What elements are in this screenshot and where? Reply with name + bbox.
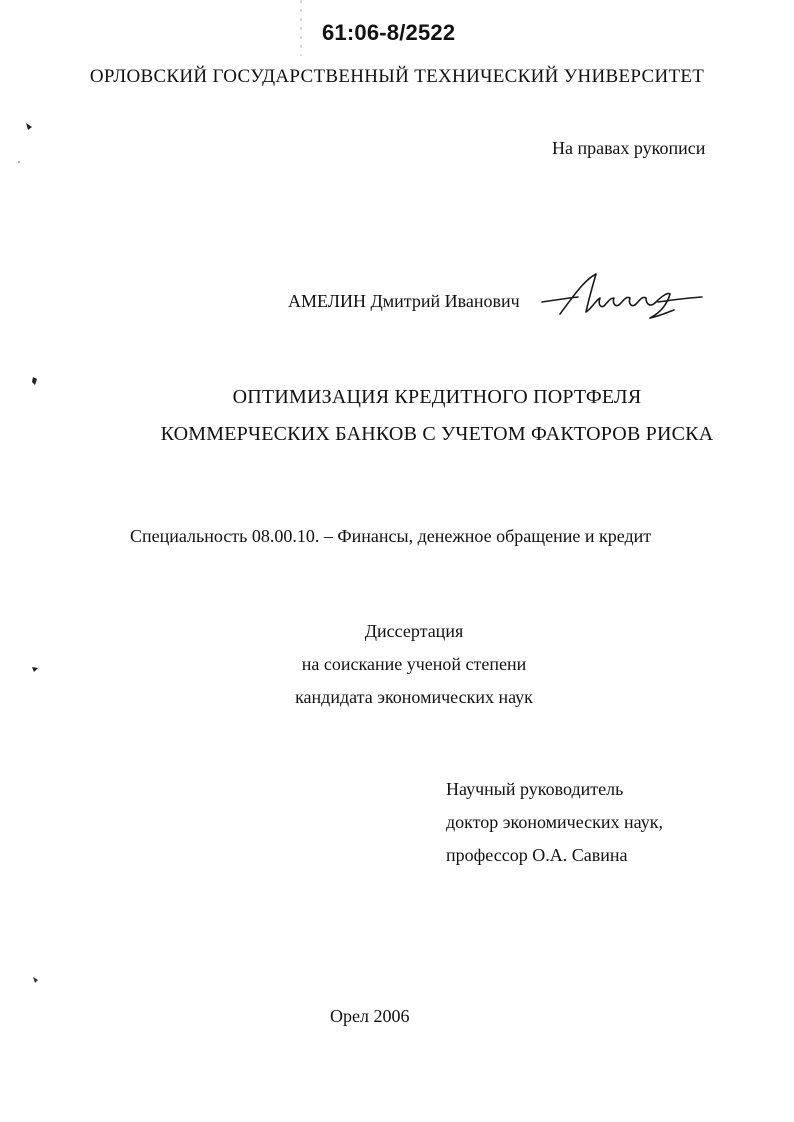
author-name: АМЕЛИН Дмитрий Иванович <box>288 291 520 311</box>
supervisor-degree: доктор экономических наук, <box>446 812 663 832</box>
supervisor-name: профессор О.А. Савина <box>446 845 628 865</box>
margin-speck-4 <box>33 977 38 983</box>
margin-speck-2 <box>32 377 37 385</box>
author-signature <box>538 268 704 328</box>
specialty-line: Специальность 08.00.10. – Финансы, денежное обращение и кредит <box>130 526 652 546</box>
manuscript-rights-note: На правах рукописи <box>552 138 706 158</box>
catalog-number: 61:06-8/2522 <box>322 20 456 45</box>
supervisor-heading: Научный руководитель <box>446 779 624 799</box>
dissertation-title-line-1: ОПТИМИЗАЦИЯ КРЕДИТНОГО ПОРТФЕЛЯ <box>232 386 642 408</box>
degree-name: кандидата экономических наук <box>295 687 533 707</box>
dissertation-title-line-2: КОММЕРЧЕСКИХ БАНКОВ С УЧЕТОМ ФАКТОРОВ РИСКА <box>160 423 714 445</box>
degree-purpose: на соискание ученой степени <box>301 654 527 674</box>
margin-speck-5 <box>18 161 20 163</box>
dissertation-type: Диссертация <box>364 621 464 641</box>
city-and-year: Орел 2006 <box>330 1006 410 1026</box>
margin-speck-1 <box>26 123 32 130</box>
university-name: ОРЛОВСКИЙ ГОСУДАРСТВЕННЫЙ ТЕХНИЧЕСКИЙ УНИВЕРСИТЕТ <box>89 66 705 87</box>
